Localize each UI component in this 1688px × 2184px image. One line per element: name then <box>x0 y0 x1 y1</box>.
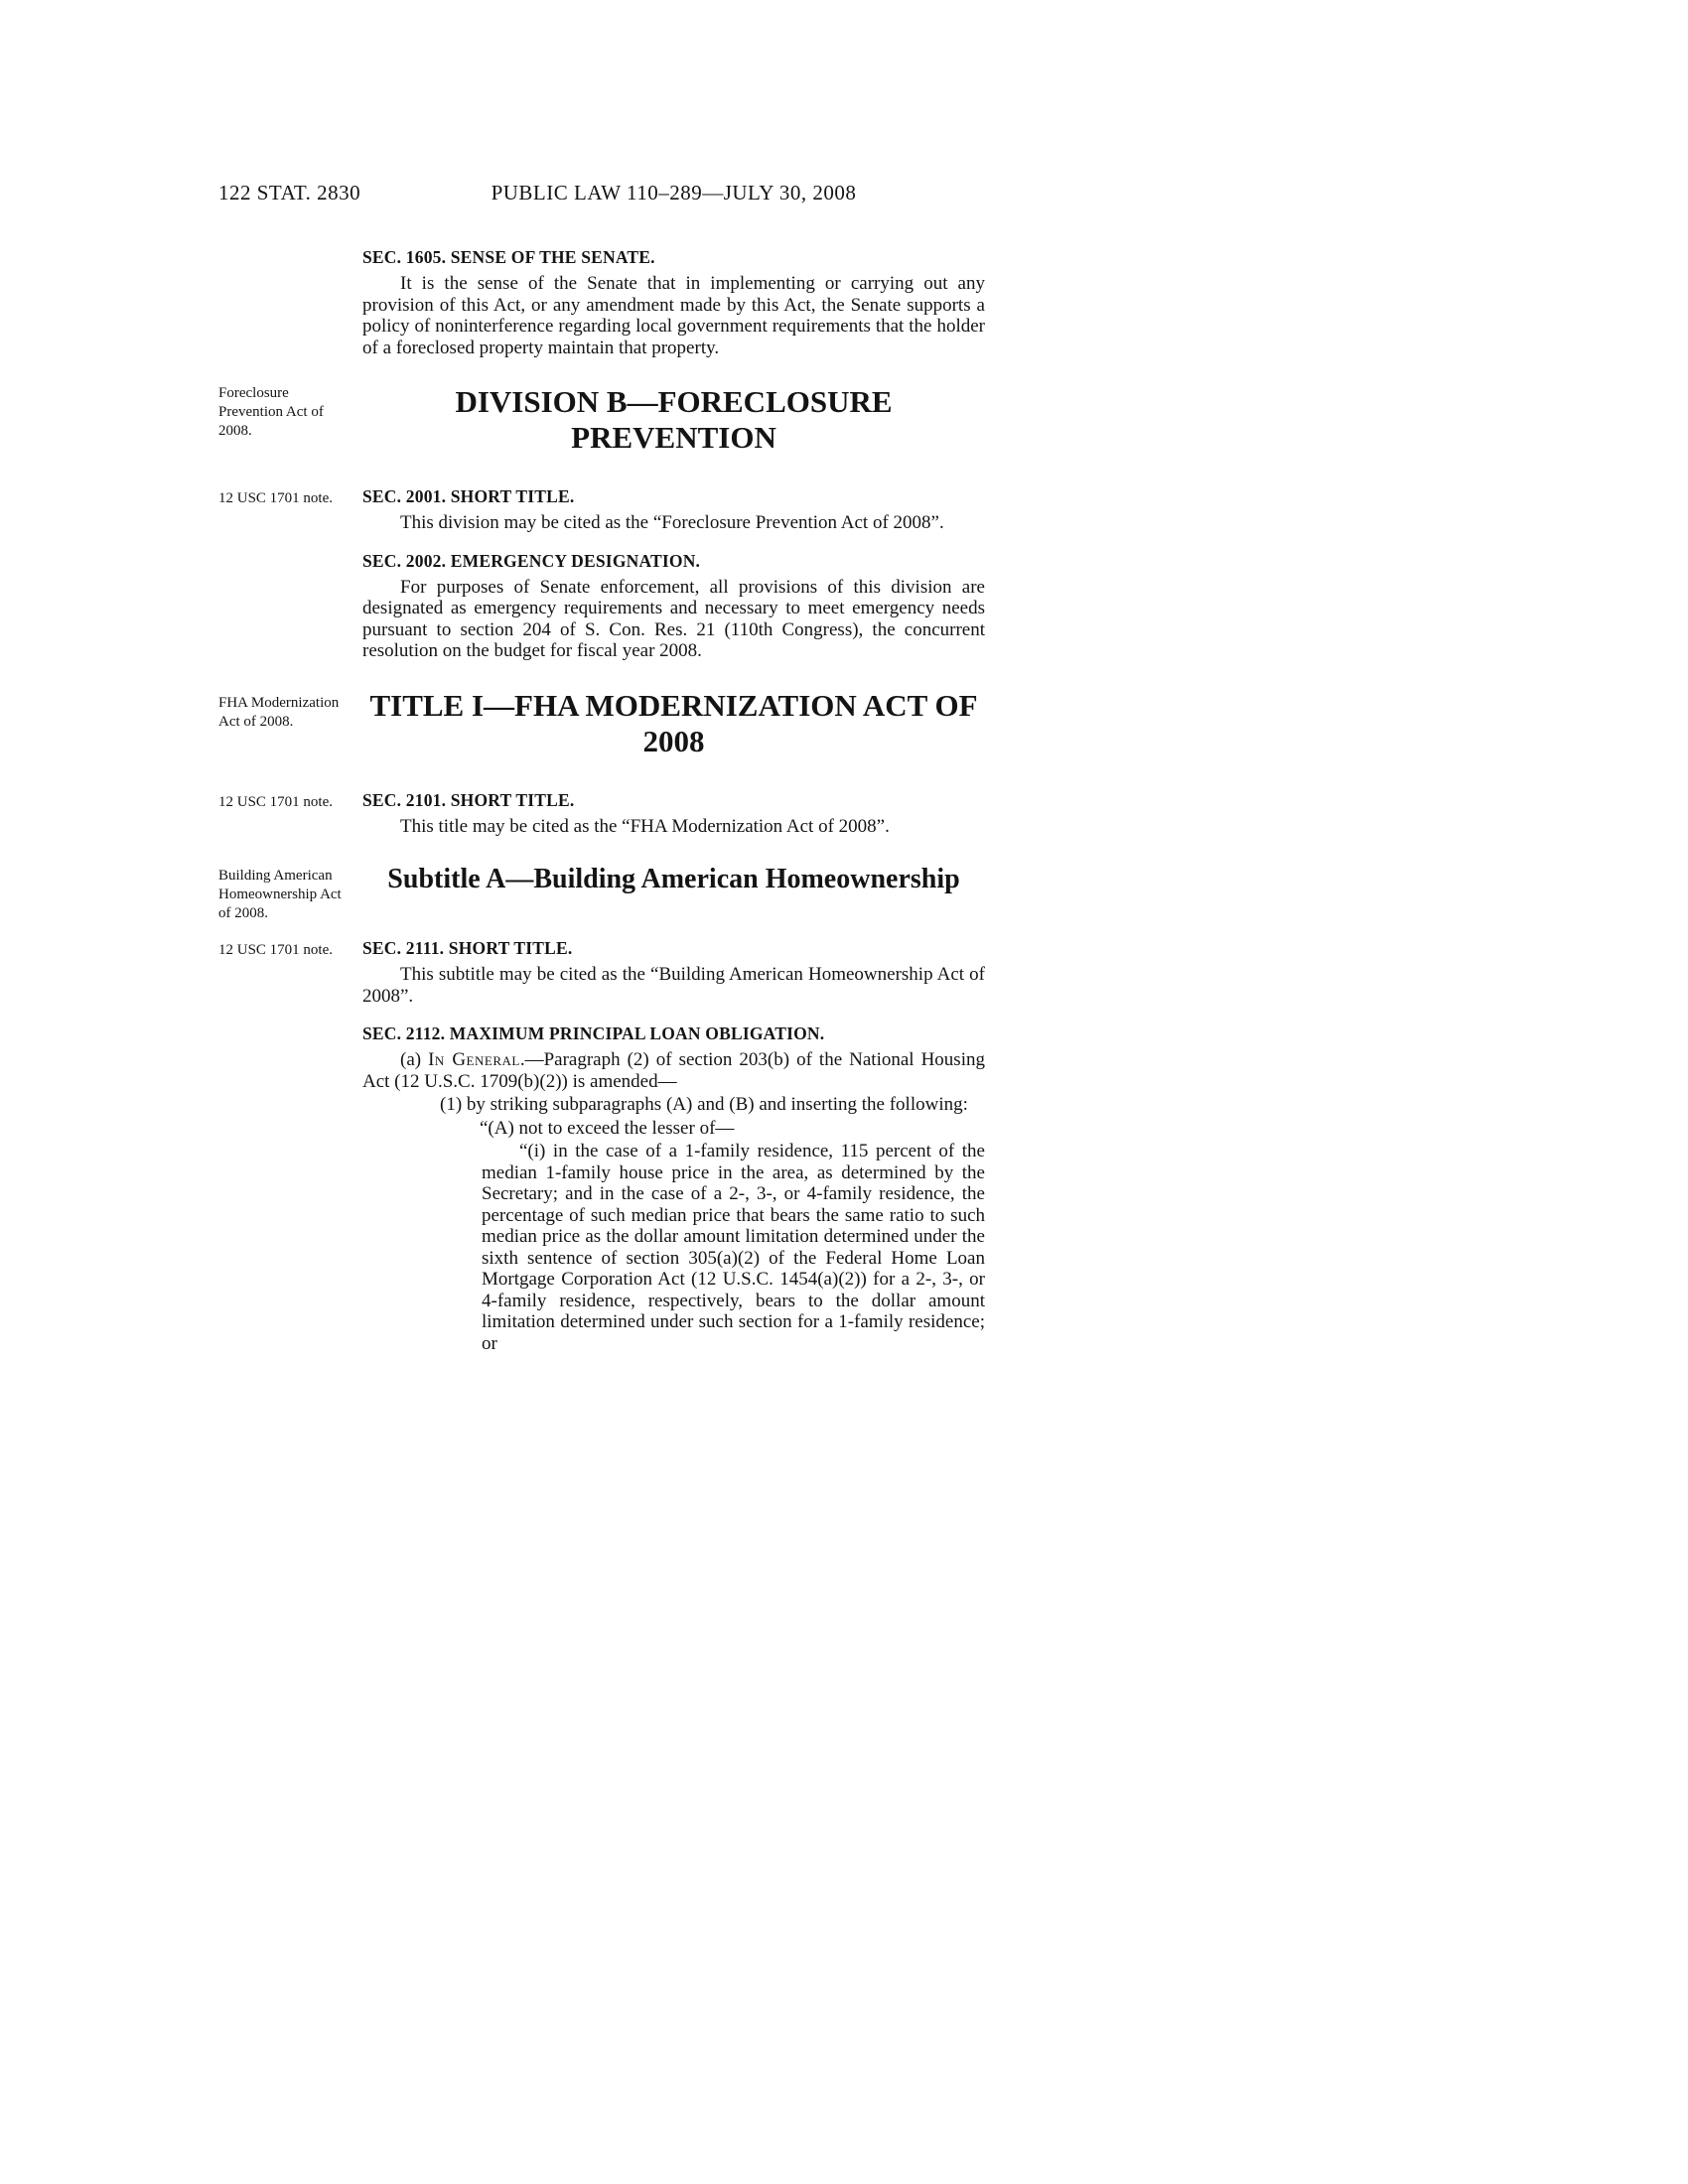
paragraph-2112-a-1: (1) by striking subparagraphs (A) and (B) and inserting the following: <box>440 1094 968 1115</box>
section-heading-2001: SEC. 2001. SHORT TITLE. <box>362 486 575 506</box>
paragraph-2112-quote-A: “(A) not to exceed the lesser of— <box>480 1117 735 1139</box>
subsection-a-prefix: (a) <box>400 1049 429 1070</box>
margin-note-column <box>218 232 362 236</box>
subtitle-a-heading: Subtitle A—Building American Homeownership <box>387 864 960 894</box>
paragraph-2002: For purposes of Senate enforcement, all provisions of this division are designated as emergency requirements and necessary to meet emergency needs pursuant to section 204 of S. Con. Res. 21 (110th Congress), the concurrent resolution on the budget for fiscal year 2008. <box>362 576 985 661</box>
main-text-column <box>362 1009 985 1356</box>
main-text-column <box>362 232 985 360</box>
division-b-heading: DIVISION B—FORECLOSURE PREVENTION <box>455 384 893 455</box>
section-2002 <box>218 536 985 664</box>
paragraph-2001: This division may be cited as the “Foreclosure Prevention Act of 2008”. <box>400 512 944 533</box>
title-i-heading: TITLE I—FHA MODERNIZATION ACT OF 2008 <box>369 687 978 758</box>
paragraph-2111: This subtitle may be cited as the “Building American Homeownership Act of 2008”. <box>362 964 985 1007</box>
paragraph-2101: This title may be cited as the “FHA Modernization Act of 2008”. <box>400 815 890 837</box>
margin-note-column <box>218 1009 362 1013</box>
paragraph-1605: It is the sense of the Senate that in implementing or carrying out any provision of this Act, or any amendment made by this Act, the Senate supports a policy of noninterference regarding local government requirements that the holder of a foreclosed property maintain that property. <box>362 273 985 358</box>
paragraph-2112-quote-A-i: “(i) in the case of a 1-family residence, 115 percent of the median 1-family house price in the area, as determined by the Secretary; and in the case of a 2-, 3-, or 4-family residence, the percentage of such median price that bears the same ratio to such median price as the dollar amount limitation determined under the sixth sentence of section 305(a)(2) of the Federal Home Loan Mortgage Corporation Act (12 U.S.C. 1454(a)(2)) for a 2-, 3-, or 4-family residence, respectively, bears to the dollar amount limitation determined under such section for a 1-family residence; or <box>482 1141 985 1354</box>
margin-note-foreclosure-prevention-act: Foreclosure Prevention Act of 2008. <box>218 385 324 439</box>
page-content <box>218 181 985 1356</box>
section-heading-2101: SEC. 2101. SHORT TITLE. <box>362 789 575 810</box>
margin-note-building-american-homeownership-act: Building American Homeownership Act of 2008. <box>218 868 342 921</box>
main-text-column <box>362 664 985 775</box>
margin-note-12-usc-1701-c: 12 USC 1701 note. <box>218 942 334 958</box>
section-heading-1605: SEC. 1605. SENSE OF THE SENATE. <box>362 247 655 267</box>
section-heading-2111: SEC. 2111. SHORT TITLE. <box>362 938 573 958</box>
section-2101 <box>218 775 985 840</box>
title-i-row <box>218 664 985 775</box>
margin-note-fha-modernization-act: FHA Modernization Act of 2008. <box>218 694 340 730</box>
margin-note-column <box>218 360 362 441</box>
section-heading-2002: SEC. 2002. EMERGENCY DESIGNATION. <box>362 550 701 571</box>
main-text-column <box>362 839 985 909</box>
main-text-column <box>362 360 985 472</box>
section-heading-2112: SEC. 2112. MAXIMUM PRINCIPAL LOAN OBLIGATION. <box>362 1024 825 1043</box>
section-2001 <box>218 472 985 536</box>
main-text-column <box>362 536 985 664</box>
margin-note-12-usc-1701-a: 12 USC 1701 note. <box>218 490 334 506</box>
public-law-running-title: PUBLIC LAW 110–289—JULY 30, 2008 <box>491 181 857 205</box>
margin-note-column <box>218 472 362 508</box>
subsection-a-smallcaps-label: In General <box>428 1049 520 1070</box>
stat-page-number: 122 STAT. 2830 <box>218 181 361 205</box>
margin-note-column <box>218 664 362 732</box>
page-header <box>218 181 985 214</box>
margin-note-12-usc-1701-b: 12 USC 1701 note. <box>218 793 334 810</box>
section-2111 <box>218 923 985 1009</box>
margin-note-column <box>218 839 362 923</box>
margin-note-column <box>218 536 362 540</box>
section-2112 <box>218 1009 985 1356</box>
margin-note-column <box>218 775 362 812</box>
section-1605 <box>218 232 985 360</box>
subtitle-a-row <box>218 839 985 923</box>
main-text-column <box>362 923 985 1009</box>
main-text-column <box>362 472 985 536</box>
paragraph-2112-a <box>362 1049 985 1092</box>
margin-note-column <box>218 923 362 960</box>
main-text-column <box>362 775 985 840</box>
division-b-row <box>218 360 985 472</box>
subsection-a-text: .—Paragraph (2) of section 203(b) of the National Housing Act (12 U.S.C. 1709(b)(2)) is amended— <box>362 1049 985 1092</box>
